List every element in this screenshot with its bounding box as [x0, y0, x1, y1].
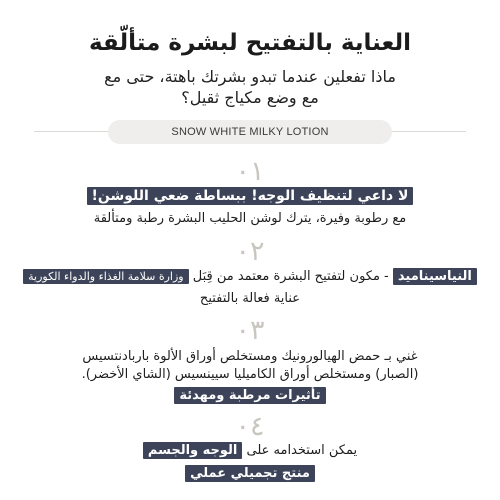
section-3-line-1: غني بـ حمض الهيالورونيك ومستخلص أوراق الألوة باربادنتسيس — [82, 349, 418, 364]
section-2-line-2: عناية فعالة بالتفتيح — [199, 291, 301, 306]
section-1-headline — [10, 187, 490, 205]
section-2-line-1 — [10, 268, 490, 286]
section-4-text-lead: يمكن استخدامه على — [242, 443, 358, 458]
subtitle-line-2: مع وضع مكياج ثقيل؟ — [181, 88, 319, 107]
section-1-text: مع رطوبة وفيرة، يترك لوشن الحليب البشرة رطبة ومتألقة — [93, 211, 407, 226]
section-number-2: ٠٢ — [235, 236, 265, 267]
banner-divider-left — [34, 131, 112, 132]
section-1-highlight: لا داعي لتنظيف الوجه! ببساطة ضعي اللوشن! — [87, 187, 414, 205]
section-number-1: ٠١ — [235, 156, 265, 187]
banner-divider-right — [388, 131, 466, 132]
section-3-line-2: (الصبار) ومستخلص أوراق الكاميليا سيينسيس (الشاي الأخضر). — [81, 367, 419, 382]
section-number-4: ٠٤ — [235, 411, 265, 442]
section-4-highlight-block: منتج تجميلي عملي — [185, 465, 315, 482]
section-2-highlight-tail: وزارة سلامة الغذاء والدواء الكورية — [23, 269, 189, 284]
subtitle-line-1: ماذا تفعلين عندما تبدو بشرتك باهتة، حتى مع — [104, 67, 396, 86]
page-subtitle — [60, 66, 440, 108]
section-4-headline — [10, 465, 490, 483]
product-name-label: SNOW WHITE MILKY LOTION — [171, 126, 329, 138]
section-2-text-middle: - مكون لتفتيح البشرة معتمد من قِبَل — [188, 269, 393, 284]
product-name-banner — [108, 120, 392, 144]
section-3-headline — [10, 387, 490, 405]
section-4-line-1 — [10, 442, 490, 460]
section-number-3: ٠٣ — [235, 315, 265, 346]
page-title: العناية بالتفتيح لبشرة متألّقة — [88, 30, 412, 56]
section-2-highlight-lead: النياسيناميد — [393, 268, 477, 285]
section-3-highlight: تأثيرات مرطبة ومهدئة — [174, 387, 325, 404]
section-4-highlight-inline: الوجه والجسم — [143, 442, 242, 459]
